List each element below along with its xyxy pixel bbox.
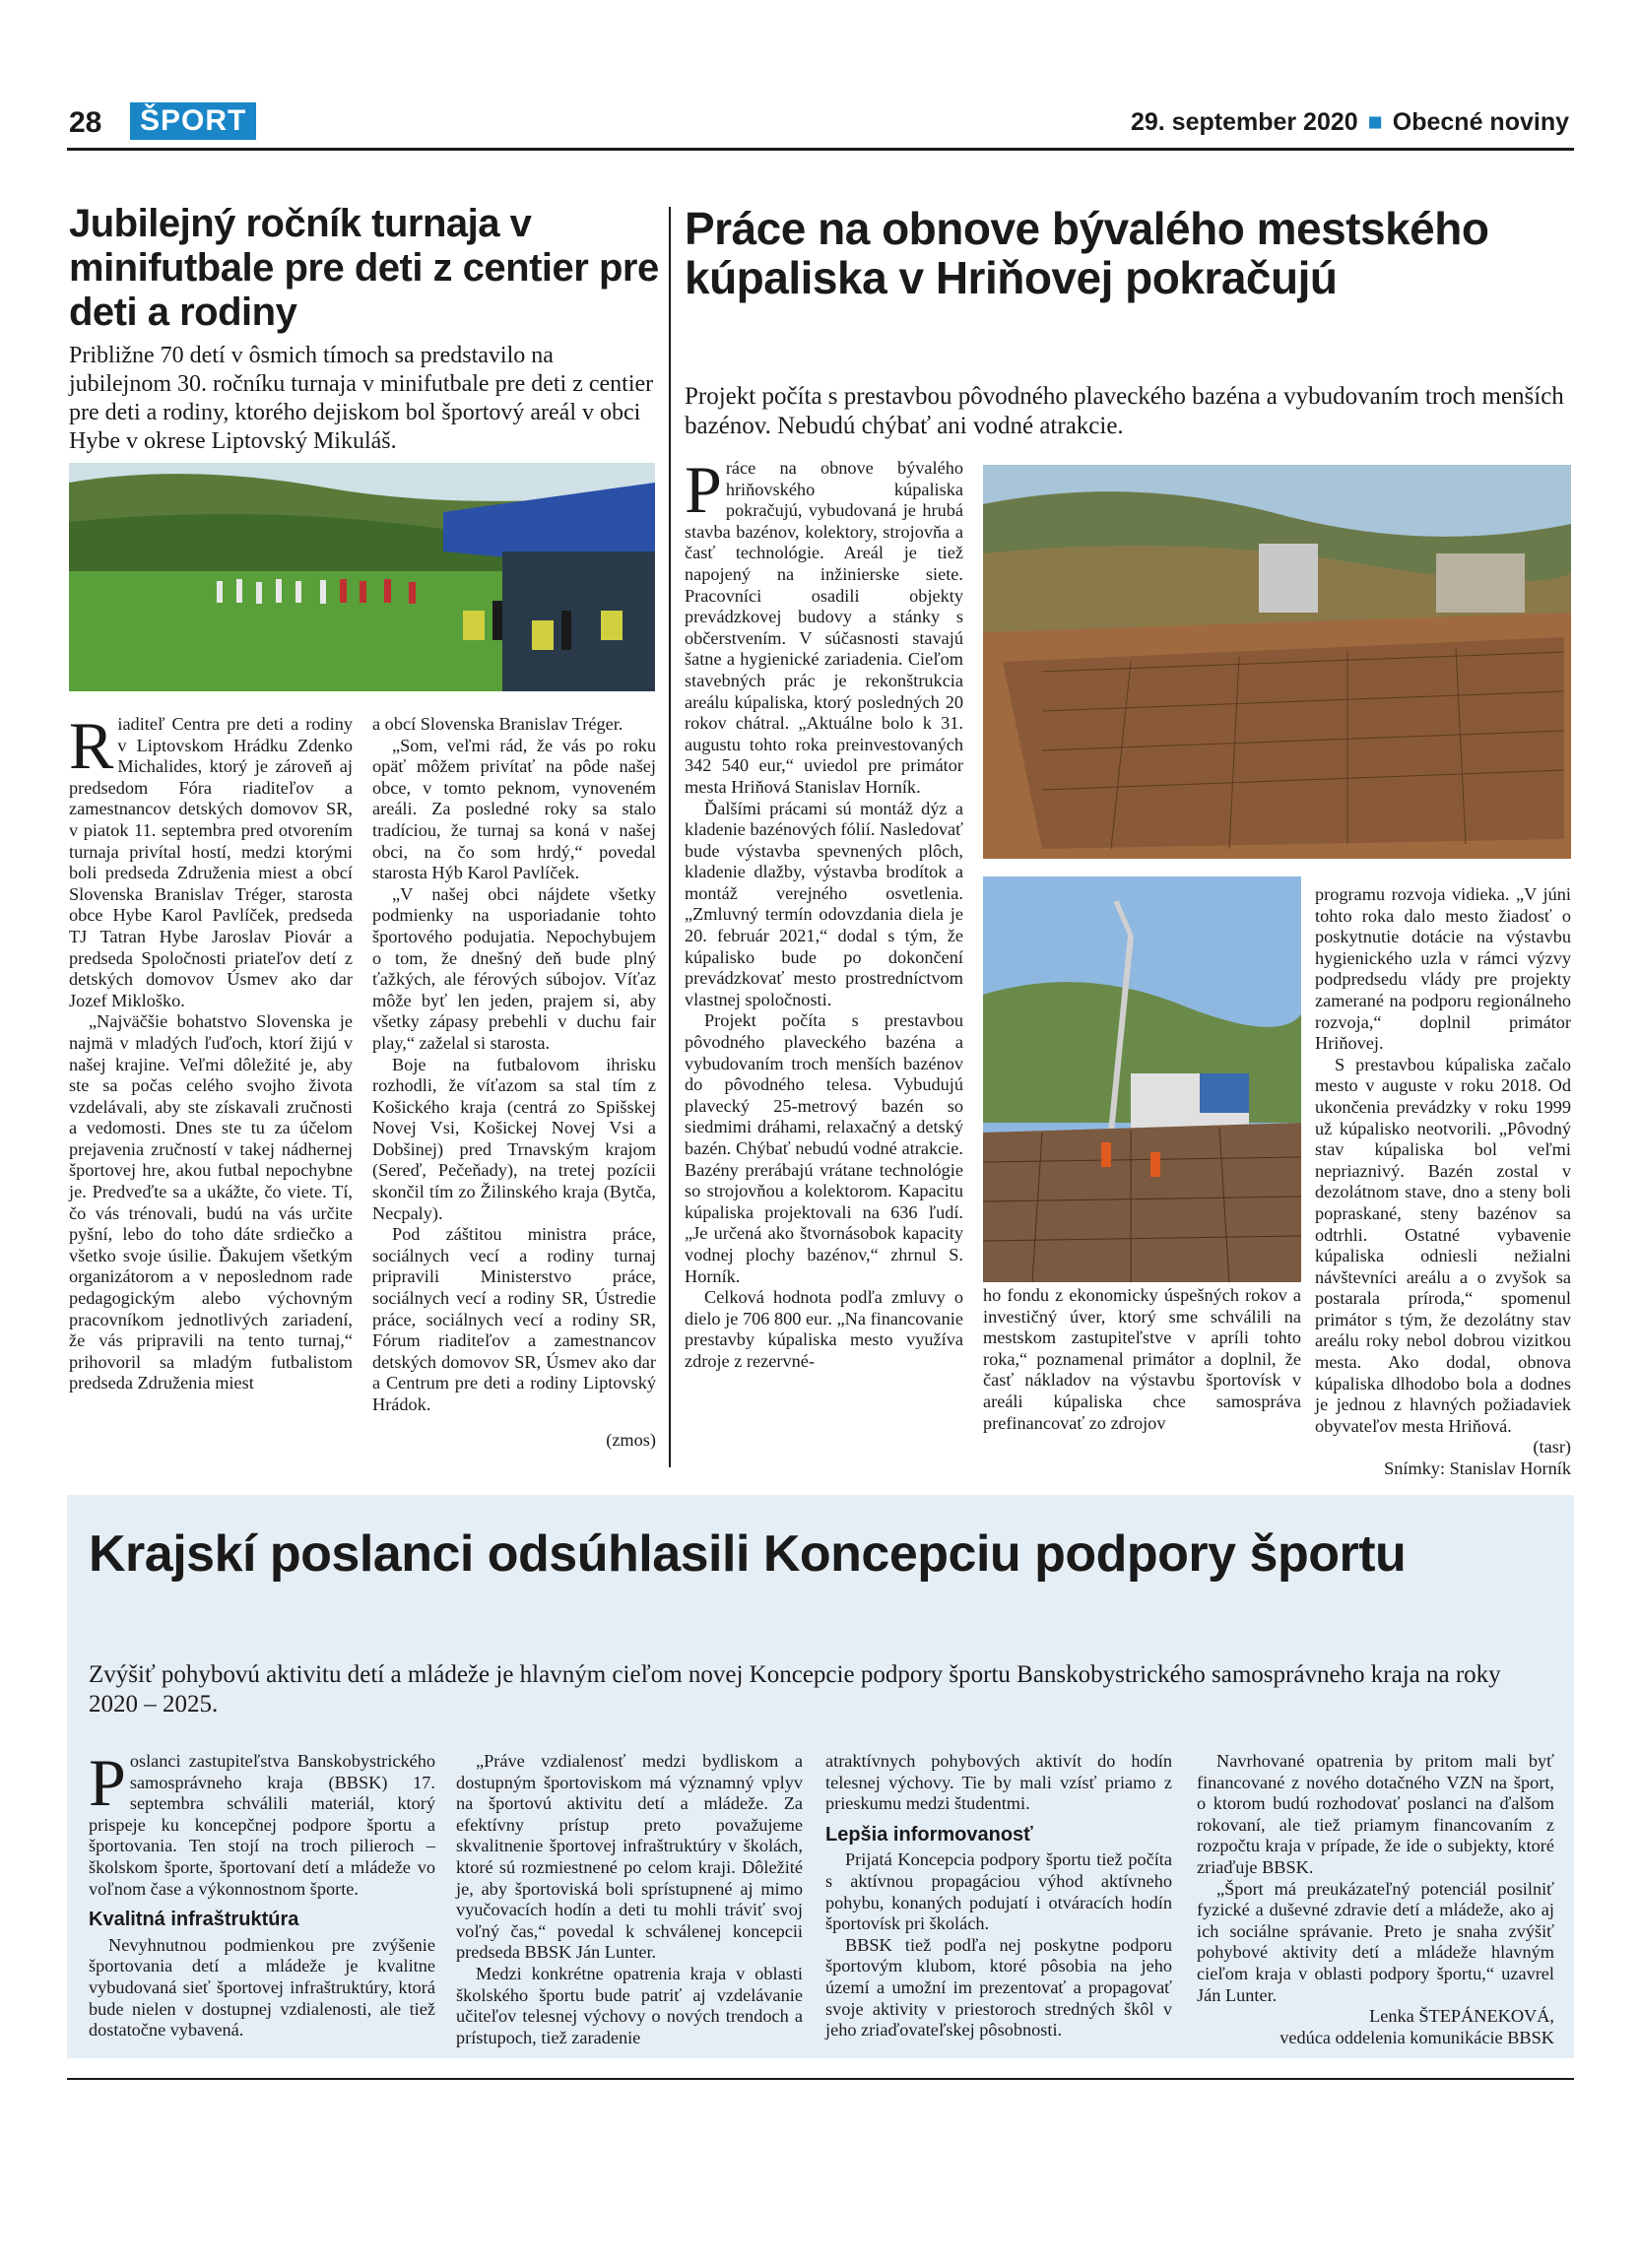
paragraph: Medzi konkrétne opatrenia kraja v oblasti školského športu bude patriť aj vzdelávanie učiteľov telesnej výchovy o nových trendoch a prístupoch, tiež zaradenie (456, 1963, 803, 2047)
football-field-photo (69, 463, 655, 691)
article2-column-1 (685, 452, 963, 1373)
article1-signature: (zmos) (606, 1429, 656, 1450)
paragraph: Pod záštitou ministra práce, sociálnych vecí a rodiny turnaj pripravili Ministerstvo práce, sociálnych vecí a rodiny SR, Ústredie práce, sociálnych vecí a rodiny SR, Fórum riaditeľov a zamestnancov detských domovov SR, Úsmev ako dar a Centrum pre deti a rodiny Liptovský Hrádok. (372, 1224, 656, 1414)
issue-info (1131, 108, 1569, 137)
separator-dot: ■ (1367, 108, 1383, 136)
paragraph: BBSK tiež podľa nej poskytne podporu športovým klubom, ktoré pôsobia na jeho území a umožní im prezentovať a propagovať svoje aktivity v priestoroch stredných škôl v jeho zriaďovateľskej pôsobnosti. (825, 1934, 1172, 2041)
paragraph: Ďalšími prácami sú montáž dýz a kladenie bazénových fólií. Nasledovať bude výstavba spevnených plôch, kladenie dlažby, výstavba brodítok a montáž verejného osvetlenia. „Zmluvný termín odovzdania diela je 20. február 2021,“ dodal s tým, že kúpalisko bude po dokončení prevádzkovať mesto prostredníctvom vlastnej spoločnosti. (685, 798, 963, 1009)
paragraph: oslanci zastupiteľstva Banskobystrického samosprávneho kraja (BBSK) 17. septembra schválili materiál, ktorý prispeje ku koncepčnej podpore športu a športovania. Ten stojí na troch pilieroch – školskom športe, športovaní detí a mládeže vo voľnom čase a výkonnostnom športe. (89, 1751, 435, 1899)
paragraph: iaditeľ Centra pre deti a rodiny v Liptovskom Hrádku Zdenko Michalides, ktorý je zároveň aj predsedom Fóra riaditeľov a zamestnancov detských domovov SR, v piatok 11. septembra pred otvorením turnaja privítal hostí, medzi ktorými boli predseda Združenia miest a obcí Slovenska Branislav Tréger, starosta obce Hybe Karol Pavlíček, predseda TJ Tatran Hybe Jaroslav Piovár a predseda Spoločnosti priateľov detí z detských domovov Úsmev ako dar Jozef Mikloško. (69, 714, 353, 1010)
paragraph: S prestavbou kúpaliska začalo mesto v auguste v roku 2018. Od ukončenia prevádzky v roku 1999 už kúpalisko neotvorili. „Pôvodný stav kúpaliska bol veľmi nepriaznivý. Bazén zostal v dezolátnom stave, dno a steny boli popraskané, steny bazénov sa odtrhli. Ostatné vybavenie kúpaliska odniesli nežialni návštevníci areálu a o zvyšok sa postarala príroda,“ spomenul primátor s tým, že dezolátny stav areálu roky nebol dobrou vizitkou mesta. Ako dodal, obnova kúpaliska dlhodobo bola a dodnes je jednou z hlavných požiadaviek obyvateľov mesta Hriňová. (1315, 1054, 1571, 1436)
concrete-pump-photo (983, 876, 1301, 1282)
dropcap: P (685, 452, 722, 527)
paragraph: Nevyhnutnou podmienkou pre zvýšenie športovania detí a mládeže je kvalitne vybudovaná sieť športovej infraštruktúry, ktorá bude nielen v dostupnej vzdialenosti, ale tiež dostatočne vybavená. (89, 1934, 435, 2041)
article3-author-role: vedúca oddelenia komunikácie BBSK (1279, 2027, 1554, 2047)
header-rule (67, 148, 1574, 151)
paragraph: „Šport má preukázateľný potenciál posilniť fyzické a duševné zdravie detí a mládeže, ako aj ich sociálne správanie. Preto je snaha zvýšiť pohybové aktivity detí a mládeže hlavným cieľom kraja v oblasti podpory športu,“ uzavrel Ján Lunter. (1197, 1878, 1554, 2005)
article2-photo-concrete-pump (983, 876, 1301, 1282)
paragraph: Navrhované opatrenia by pritom mali byť financované z nového dotačného VZN na šport, o ktorom budú rozhodovať poslanci na ďalšom rokovaní, ale tiež priamym financovaním z rozpočtu kraja v prípade, že ide o subjekty, ktoré zriaďuje BBSK. (1197, 1751, 1554, 1877)
paragraph: Projekt počíta s prestavbou pôvodného plaveckého bazéna a vybudovaním troch menších bazénov do pôvodného telesa. Vybudujú plavecký 25-metrový bazén so siedmimi dráhami, relaxačný a detský bazén. Chýbať nebudú vodné atrakcie. Bazény prerábajú vrátane technológie so strojovňou a kolektorom. Kapacitu kúpaliska projektovali na 636 ľudí. „Je určená ako štvornásobok kapacity vodnej plochy bazénov,“ zhrnul S. Horník. (685, 1010, 963, 1286)
subheading: Lepšia informovanosť (825, 1823, 1033, 1846)
paragraph: ráce na obnove bývalého hriňovského kúpaliska pokračujú, vybudovaná je hrubá stavba bazénov, kolektory, strojovňa a časť technológie. Areál je tiež napojený na inžinierske siete. Pracovníci osadili objekty prevádzkovej budovy a stánky s občerstvením. V súčasnosti stavajú šatne a hygienické zariadenia. Cieľom stavebných prác je rekonštrukcia areálu kúpaliska, ktorý posledných 20 rokov chátral. „Aktuálne bolo k 31. augustu tohto roka preinvestovaných 342 540 eur,“ uviedol pre primátor mesta Hriňová Stanislav Horník. (685, 458, 963, 797)
article1-photo-football (69, 463, 655, 691)
paragraph: Prijatá Koncepcia podpory športu tiež počíta s aktívnou propagáciou výhod aktívneho pohybu, konaných podujatí i otváracích hodín športovísk pri školách. (825, 1849, 1172, 1934)
paragraph: Celková hodnota podľa zmluvy o dielo je 706 800 eur. „Na financovanie prestavby kúpaliska mesto využíva zdroje z rezervné- (685, 1287, 963, 1371)
article3-author: Lenka ŠTEPÁNEKOVÁ, (1369, 2006, 1554, 2027)
paragraph: „Som, veľmi rád, že vás po roku opäť môžem privítať na pôde našej obce, v tomto peknom, vynoveném areáli. Za posledné roky sa stalo tradíciou, že turnaj sa koná v našej obci, na čo som hrdý,“ povedal starosta Hýb Karol Pavlíček. (372, 735, 656, 883)
article3-column-3 (825, 1751, 1172, 2041)
paragraph: „V našej obci nájdete všetky podmienky na usporiadanie tohto športového podujatia. Nepochybujem o tom, že dnešný deň bude plný ťažkých, ale férových súbojov. Víťaz môže byť len jeden, prajem si, aby všetky zápasy prebehli v duchu fair play,“ zaželal si starosta. (372, 883, 656, 1053)
article3-column-4 (1197, 1751, 1554, 2048)
article2-column-3 (1315, 884, 1571, 1480)
article2-column-2 (983, 1285, 1301, 1434)
article1-column-1 (69, 708, 353, 1394)
section-tag: ŠPORT (130, 102, 256, 140)
paragraph: a obcí Slovenska Branislav Tréger. (372, 714, 623, 734)
page-number: 28 (69, 106, 102, 139)
article1-column-2 (372, 714, 656, 1451)
paragraph: Boje na futbalovom ihrisku rozhodli, že víťazom sa stal tím z Košického kraja (centrá zo Spišskej Novej Vsi, Košickej Novej Vsi a Dobšinej) pred Trnavským krajom (Sereď, Pečeňady), na tretej pozícii skončil tím zo Žilinského kraja (Bytča, Necpaly). (372, 1054, 656, 1223)
paragraph: atraktívnych pohybových aktivít do hodín telesnej výchovy. Tie by mali vzísť priamo z prieskumu medzi študentmi. (825, 1751, 1172, 1814)
column-divider (669, 207, 671, 1467)
paragraph: ho fondu z ekonomicky úspešných rokov a investičný úver, ktorý sme schválili na mestskom zastupiteľstve v apríli tohto roka,“ poznamenal primátor a doplnil, že časť nákladov na výstavbu športovísk v areáli kúpaliska chce samospráva prefinancovať zo zdrojov (983, 1285, 1301, 1433)
article3-lead: Zvýšiť pohybovú aktivitu detí a mládeže je hlavným cieľom novej Koncepcie podpory športu Banskobystrického samosprávneho kraja na roky 2020 – 2025. (89, 1661, 1501, 1717)
paragraph: „Práve vzdialenosť medzi bydliskom a dostupným športoviskom má významný vplyv na športovú aktivitu detí a mládeže. Za efektívny prístup preto považujeme skvalitnenie športovej infraštruktúry v školách, ktoré sú rozmiestnené po celom kraji. Dôležité je, aby športoviská boli sprístupnené aj mimo vyučovacích hodín a deti tu mohli tráviť svoj voľný čas,“ povedal k schválenej koncepcii predseda BBSK Ján Lunter. (456, 1751, 803, 1963)
subheading: Kvalitná infraštruktúra (89, 1909, 299, 1931)
article1-lead: Približne 70 detí v ôsmich tímoch sa predstavilo na jubilejnom 30. ročníku turnaja v minifutbale pre deti z centier pre deti a rodiny, ktorého dejiskom bol športový areál v obci Hybe v okrese Liptovský Mikuláš. (69, 343, 654, 454)
paragraph: „Najväčšie bohatstvo Slovenska je najmä v mladých ľuďoch, ktorí žijú v našej krajine. Veľmi dôležité je, aby ste sa počas celého svojho života vzdelávali, aby ste získavali zručnosti a vedomosti. Dnes ste tu za účelom prejavenia zručností v takej nádhernej športovej hre, akou futbal nepochybne je. Predveďte sa a ukážte, čo viete. Tí, čo vás trénovali, budú na vás určite pyšní, lebo do toho dáte srdiečko a všetko svoje úsilie. Ďakujem všetkým organizátorom a v neposlednom rade pedagogickým alebo výchovným pracovníkom jednotlivých zariadení, že vás pripravili na tento turnaj,“ prihovoril sa mladým futbalistom predseda Združenia miest (69, 1011, 353, 1393)
dropcap: R (69, 708, 114, 783)
dropcap: P (89, 1745, 126, 1820)
issue-date: 29. september 2020 (1130, 108, 1358, 136)
article2-photo-credit: Snímky: Stanislav Horník (1384, 1458, 1571, 1479)
pool-construction-photo (983, 465, 1571, 859)
article2-lead: Projekt počíta s prestavbou pôvodného plaveckého bazéna a vybudovaním troch menších bazénov. Nebudú chýbať ani vodné atrakcie. (685, 383, 1564, 439)
article3-column-2 (456, 1751, 803, 2048)
bottom-rule (67, 2078, 1574, 2080)
article2-photo-pool-construction (983, 465, 1571, 859)
article1-title: Jubilejný ročník turnaja v minifutbale pre deti z centier pre deti a rodiny (69, 202, 659, 334)
article3-column-1 (89, 1745, 435, 2041)
publication-name: Obecné noviny (1392, 108, 1569, 136)
paragraph: programu rozvoja vidieka. „V júni tohto roka dalo mesto žiadosť o poskytnutie dotácie na výstavbu hygienického uzla v rámci výzvy podpredsedu vlády pre projekty zamerané na podporu regionálneho rozvoja,“ doplnil primátor Hriňovej. (1315, 884, 1571, 1054)
article3-title: Krajskí poslanci odsúhlasili Koncepciu podpory športu (89, 1525, 1407, 1583)
article2-title: Práce na obnove bývalého mestského kúpaliska v Hriňovej pokračujú (685, 203, 1489, 303)
article2-signature: (tasr) (1533, 1437, 1571, 1458)
